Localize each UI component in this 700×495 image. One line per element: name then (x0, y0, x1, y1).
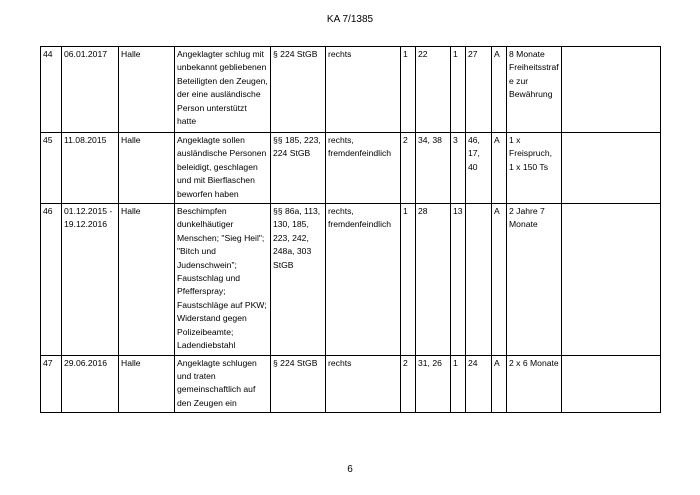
cell-urteil: 8 Monate Freiheitsstrafe zur Bewährung (507, 47, 562, 133)
cell-nr: 47 (41, 355, 62, 413)
cell-alter-verurteilte (466, 204, 492, 355)
cell-nr: 45 (41, 133, 62, 204)
cell-alter-angeklagte: 28 (416, 204, 451, 355)
cell-alter-verurteilte: 27 (466, 47, 492, 133)
cell-alter-angeklagte: 31, 26 (416, 355, 451, 413)
table-row (41, 355, 661, 413)
cell-urteil: 2 x 6 Monate (507, 355, 562, 413)
cell-anzahl-verurteilte: 1 (451, 355, 466, 413)
document-reference: KA 7/1385 (326, 14, 374, 25)
cell-sachverhalt: Angeklagte sollen ausländische Personen beleidigt, geschlagen und mit Bierflaschen beworfen haben (175, 133, 271, 204)
cell-kennung: A (492, 133, 507, 204)
cell-bemerkung (562, 133, 661, 204)
table-row (41, 133, 661, 204)
table-row (41, 47, 661, 133)
cell-alter-angeklagte: 22 (416, 47, 451, 133)
cell-kennung: A (492, 204, 507, 355)
cell-motiv: rechts, fremdenfeindlich (326, 133, 401, 204)
cell-norm: §§ 185, 223, 224 StGB (271, 133, 326, 204)
cell-nr: 46 (41, 204, 62, 355)
cell-motiv: rechts (326, 355, 401, 413)
cell-kennung: A (492, 47, 507, 133)
cell-ort: Halle (119, 133, 175, 204)
cell-anzahl-verurteilte: 13 (451, 204, 466, 355)
cell-motiv: rechts (326, 47, 401, 133)
cell-bemerkung (562, 47, 661, 133)
cell-norm: §§ 86a, 113, 130, 185, 223, 242, 248a, 303 StGB (271, 204, 326, 355)
cell-alter-verurteilte: 46, 17, 40 (466, 133, 492, 204)
page-number: 6 (347, 464, 353, 475)
cell-norm: § 224 StGB (271, 47, 326, 133)
cell-bemerkung (562, 204, 661, 355)
cell-datum: 01.12.2015 - 19.12.2016 (62, 204, 119, 355)
cell-datum: 11.08.2015 (62, 133, 119, 204)
cell-ort: Halle (119, 47, 175, 133)
cell-anzahl-angeklagte: 2 (401, 355, 416, 413)
cell-urteil: 1 x Freispruch, 1 x 150 Ts (507, 133, 562, 204)
cell-sachverhalt: Angeklagte schlugen und traten gemeinschaftlich auf den Zeugen ein (175, 355, 271, 413)
cell-anzahl-verurteilte: 3 (451, 133, 466, 204)
cell-datum: 29.06.2016 (62, 355, 119, 413)
cell-ort: Halle (119, 204, 175, 355)
cell-datum: 06.01.2017 (62, 47, 119, 133)
case-table (40, 46, 661, 413)
cell-anzahl-verurteilte: 1 (451, 47, 466, 133)
cell-urteil: 2 Jahre 7 Monate (507, 204, 562, 355)
cell-motiv: rechts, fremdenfeindlich (326, 204, 401, 355)
cell-nr: 44 (41, 47, 62, 133)
cell-norm: § 224 StGB (271, 355, 326, 413)
table-row (41, 204, 661, 355)
cell-alter-angeklagte: 34, 38 (416, 133, 451, 204)
cell-sachverhalt: Angeklagter schlug mit unbekannt gebliebenen Beteiligten den Zeugen, der eine ausländische Person unterstützt hatte (175, 47, 271, 133)
cell-sachverhalt: Beschimpfen dunkelhäutiger Menschen; "Sieg Heil"; "Bitch und Judenschwein"; Faustschlag und Pfefferspray; Faustschläge auf PKW; Widerstand gegen Polizeibeamte; Ladendiebstahl (175, 204, 271, 355)
cell-bemerkung (562, 355, 661, 413)
cell-anzahl-angeklagte: 2 (401, 133, 416, 204)
cell-alter-verurteilte: 24 (466, 355, 492, 413)
cell-ort: Halle (119, 355, 175, 413)
cell-kennung: A (492, 355, 507, 413)
cell-anzahl-angeklagte: 1 (401, 47, 416, 133)
cell-anzahl-angeklagte: 1 (401, 204, 416, 355)
